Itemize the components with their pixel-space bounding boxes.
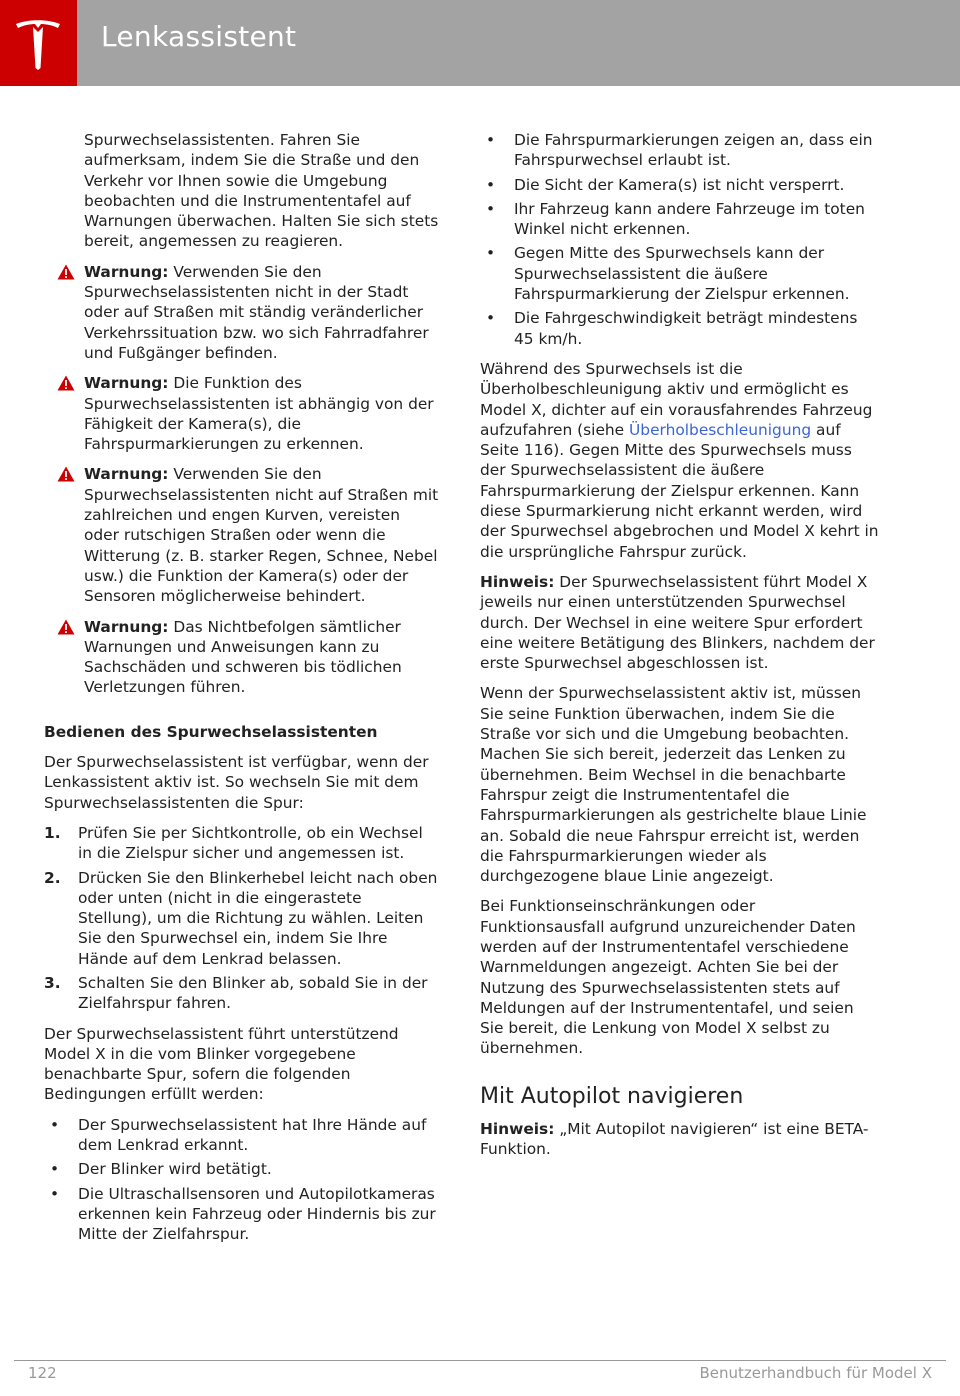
warning-triangle-icon bbox=[57, 264, 75, 280]
note-text: Der Spurwechselassistent führt Model X jeweils nur einen unterstützenden Spurwechsel durch. Der Wechsel in eine weitere Spur erfordert eine weitere Betätigung des Blinkers, nachdem der erste Spurwechsel abgeschlossen ist. bbox=[480, 572, 875, 673]
bullet-text: Der Blinker wird betätigt. bbox=[78, 1160, 272, 1179]
note-text: „Mit Autopilot navigieren“ ist eine BETA-Funktion. bbox=[480, 1119, 869, 1159]
manual-title: Benutzerhandbuch für Model X bbox=[699, 1364, 932, 1382]
bullet-icon: • bbox=[486, 309, 496, 328]
page-title: Lenkassistent bbox=[101, 20, 297, 53]
bullet-text: Die Fahrspurmarkierungen zeigen an, dass ein Fahrspurwechsel erlaubt ist. bbox=[514, 131, 873, 170]
list-item bbox=[44, 868, 439, 969]
overtake-acceleration-link[interactable]: Überholbeschleunigung bbox=[629, 420, 812, 439]
warning-label: Warnung: bbox=[84, 374, 169, 393]
bullet-icon: • bbox=[50, 1160, 60, 1179]
bullet-text: Die Ultraschallsensoren und Autopilotkameras erkennen kein Fahrzeug oder Hindernis bis zur Mitte der Zielfahrspur. bbox=[78, 1184, 436, 1244]
page-header bbox=[0, 0, 960, 86]
step-text: Drücken Sie den Blinkerhebel leicht nach oben oder unten (nicht in die eingerastete Stellung), um die Richtung zu wählen. Leiten Sie den Spurwechsel ein, indem Sie Ihre Hände auf dem Lenkrad belassen. bbox=[78, 868, 438, 968]
footer-divider bbox=[14, 1360, 946, 1361]
paragraph-text: auf Seite 116). Gegen Mitte des Spurwechsels muss der Spurwechselassistent die äußere Fahrspurmarkierung der Zielspur erkennen. Kann diese Spurmarkierung nicht erkannt werden, wird der Spurwechsel abgebrochen und Model X kehrt in die ursprüngliche Fahrspur zurück. bbox=[480, 420, 879, 561]
tesla-logo-icon bbox=[14, 18, 62, 70]
warning-block bbox=[44, 373, 439, 454]
bullet-icon: • bbox=[486, 244, 496, 263]
list-item bbox=[44, 1159, 439, 1179]
note-label: Hinweis: bbox=[480, 1119, 555, 1138]
paragraph-text: Während des Spurwechsels ist die Überholbeschleunigung aktiv und ermöglicht es Model X, dichter auf ein vorausfahrendes Fahrzeug aufzufahren (siehe bbox=[480, 359, 873, 439]
warning-triangle-icon bbox=[57, 619, 75, 635]
step-number: 1. bbox=[44, 823, 61, 842]
warning-triangle-icon bbox=[57, 466, 75, 482]
warning-text: Verwenden Sie den Spurwechselassistenten nicht auf Straßen mit zahlreichen und engen Kurven, vereisten oder rutschigen Straßen oder wenn die Witterung (z. B. starker Regen, Schnee, Nebel usw.) die Funktion der Kamera(s) oder der Sensoren möglicherweise behindert. bbox=[84, 465, 439, 606]
bullet-icon: • bbox=[486, 199, 496, 218]
bullet-text: Die Sicht der Kamera(s) ist nicht versperrt. bbox=[514, 175, 845, 194]
intro-paragraph: Spurwechselassistenten. Fahren Sie aufmerksam, indem Sie die Straße und den Verkehr vor Ihnen sowie die Umgebung beobachten und die Instrumententafel auf Warnungen überwachen. Halten Sie sich stets bereit, angemessen zu reagieren. bbox=[84, 131, 439, 251]
note-block bbox=[480, 1119, 880, 1160]
warning-text: Das Nichtbefolgen sämtlicher Warnungen und Anweisungen kann zu Sachschäden und schweren bis tödlichen Verletzungen führen. bbox=[84, 617, 402, 697]
list-item bbox=[44, 823, 439, 864]
bullet-text: Der Spurwechselassistent hat Ihre Hände auf dem Lenkrad erkannt. bbox=[78, 1115, 427, 1155]
steps-list bbox=[44, 823, 439, 1014]
warning-block bbox=[44, 262, 439, 363]
bullet-icon: • bbox=[486, 131, 496, 149]
warning-block bbox=[44, 617, 439, 698]
warning-text: Verwenden Sie den Spurwechselassistenten nicht in der Stadt oder auf Straßen mit ständig veränderlicher Verkehrssituation bzw. wo sich Fahrradfahrer und Fußgänger befinden. bbox=[84, 262, 429, 362]
warning-label: Warnung: bbox=[84, 465, 169, 484]
list-item bbox=[480, 130, 880, 171]
left-column bbox=[44, 130, 439, 1255]
list-item bbox=[480, 308, 880, 349]
bullet-icon: • bbox=[50, 1184, 60, 1203]
conditions-list bbox=[44, 1115, 439, 1245]
right-column bbox=[480, 130, 880, 1169]
brand-logo bbox=[0, 0, 77, 86]
list-item bbox=[44, 1184, 439, 1245]
paragraph bbox=[480, 359, 880, 562]
conditions-list-continued bbox=[480, 130, 880, 349]
warning-block bbox=[44, 464, 439, 606]
step-number: 2. bbox=[44, 868, 61, 887]
warning-label: Warnung: bbox=[84, 617, 169, 636]
paragraph: Der Spurwechselassistent führt unterstützend Model X in die vom Blinker vorgegebene benachbarte Spur, sofern die folgenden Bedingungen erfüllt werden: bbox=[44, 1024, 399, 1104]
step-text: Schalten Sie den Blinker ab, sobald Sie in der Zielfahrspur fahren. bbox=[78, 973, 428, 1013]
list-item bbox=[480, 175, 880, 195]
step-number: 3. bbox=[44, 973, 61, 992]
bullet-icon: • bbox=[50, 1115, 60, 1134]
bullet-text: Die Fahrgeschwindigkeit beträgt mindestens 45 km/h. bbox=[514, 309, 858, 348]
note-label: Hinweis: bbox=[480, 572, 555, 591]
subsection-heading: Mit Autopilot navigieren bbox=[480, 1083, 744, 1109]
section-heading: Bedienen des Spurwechselassistenten bbox=[44, 722, 378, 741]
list-item bbox=[480, 199, 880, 240]
note-block bbox=[480, 572, 880, 673]
bullet-text: Gegen Mitte des Spurwechsels kann der Spurwechselassistent die äußere Fahrspurmarkierung der Zielspur erkennen. bbox=[514, 244, 850, 304]
list-item bbox=[44, 973, 439, 1014]
warning-text: Die Funktion des Spurwechselassistenten ist abhängig von der Fähigkeit der Kamera(s), die Fahrspurmarkierungen zu erkennen. bbox=[84, 374, 434, 454]
list-item bbox=[44, 1115, 439, 1156]
bullet-icon: • bbox=[486, 175, 496, 194]
paragraph: Wenn der Spurwechselassistent aktiv ist, müssen Sie seine Funktion überwachen, indem Sie die Straße vor sich und die Umgebung beobachten. Machen Sie sich bereit, jederzeit das Lenken zu übernehmen. Beim Wechsel in die benachbarte Fahrspur zeigt die Instrumententafel die Fahrspurmarkierungen als gestrichelte blaue Linie an. Sobald die neue Fahrspur erreicht ist, werden die Fahrspurmarkierungen wieder als durchgezogene blaue Linie angezeigt. bbox=[480, 684, 867, 886]
warning-triangle-icon bbox=[57, 375, 75, 391]
page-number: 122 bbox=[28, 1364, 57, 1382]
paragraph: Bei Funktionseinschränkungen oder Funktionsausfall aufgrund unzureichender Daten werden auf der Instrumententafel verschiedene Warnmeldungen angezeigt. Achten Sie bei der Nutzung des Spurwechselassistenten stets auf Meldungen auf der Instrumententafel, und seien Sie bereit, die Lenkung von Model X selbst zu übernehmen. bbox=[480, 897, 856, 1058]
list-item bbox=[480, 243, 880, 304]
bullet-text: Ihr Fahrzeug kann andere Fahrzeuge im toten Winkel nicht erkennen. bbox=[514, 199, 865, 239]
warning-label: Warnung: bbox=[84, 262, 169, 281]
step-text: Prüfen Sie per Sichtkontrolle, ob ein Wechsel in die Zielspur sicher und angemessen ist. bbox=[78, 823, 423, 863]
paragraph: Der Spurwechselassistent ist verfügbar, wenn der Lenkassistent aktiv ist. So wechseln Sie mit dem Spurwechselassistenten die Spur: bbox=[44, 753, 429, 812]
